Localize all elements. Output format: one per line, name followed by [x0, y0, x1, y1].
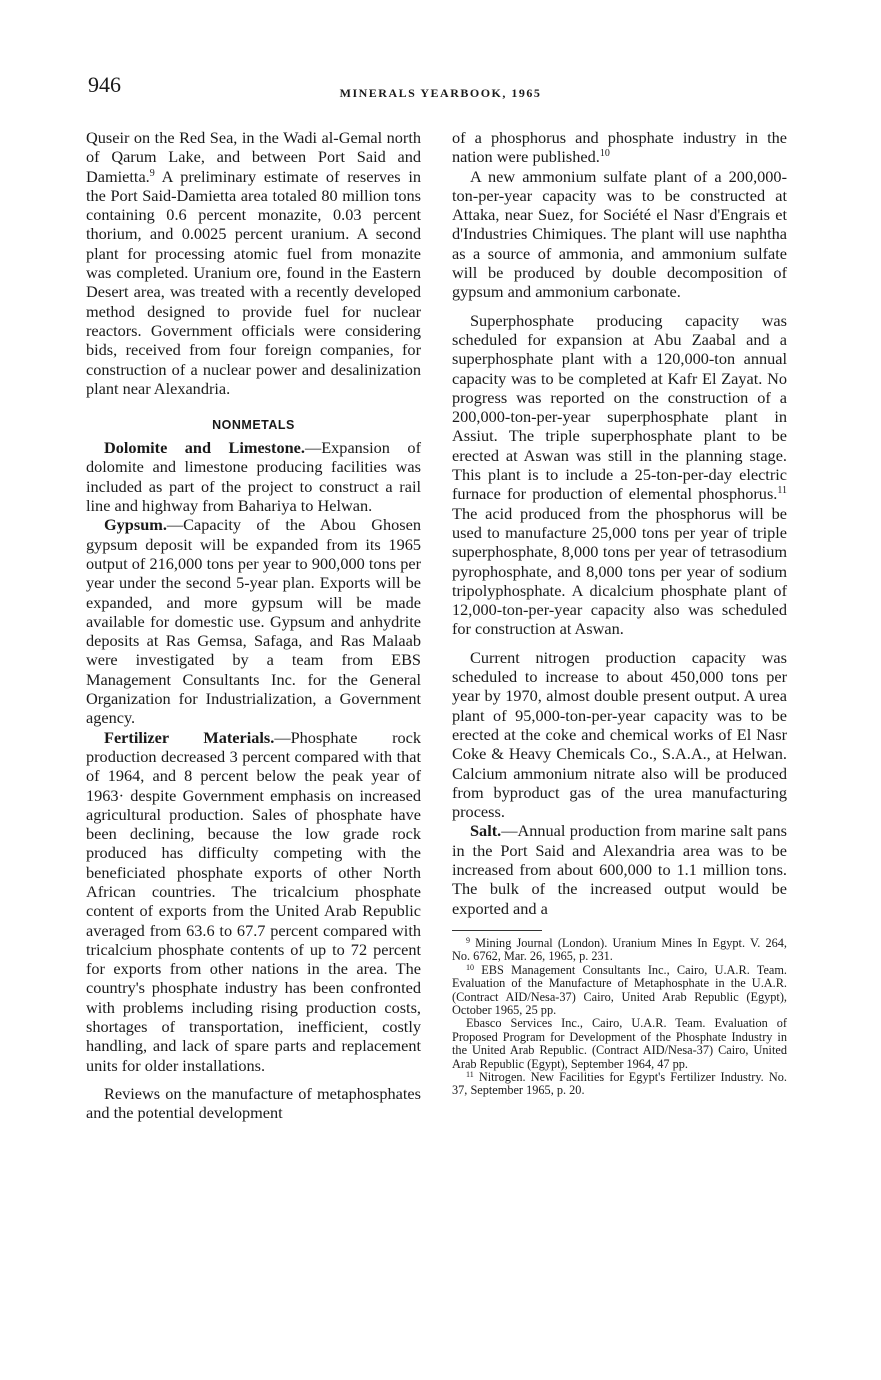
paragraph-uranium [86, 128, 421, 398]
text: of a phosphorus and phosphate industry in the nation were published. [452, 128, 787, 167]
paragraph-ammonium-sulfate: A new ammonium sulfate plant of a 200,000-ton-per-year capacity was to be constructed at Attaka, near Suez, for Société el Nasr d'Engrais et d'Industries Chimiques. The plant will use naphtha as a source of ammonia, and ammonium sulfate will be produced by double decomposition of gypsum and ammonium carbonate. [452, 166, 787, 302]
text: A preliminary estimate of reserves in the Port Said-Damietta area totaled 80 million tons containing 0.6 percent monazite, 0.03 percent thorium, and 0.0025 percent uranium. A second plant for processing atomic fuel from monazite was completed. Uranium ore, found in the Eastern Desert area, was treated with a recently developed method designed to provide fuel for nuclear reactors. Government officials were considering bids, received from four foreign companies, for construction of a nuclear power and desalinization plant near Alexandria. [86, 166, 421, 398]
footnote-11 [452, 1071, 787, 1098]
paragraph-phosphorus [452, 128, 787, 167]
text: Superphosphate producing capacity was scheduled for expansion at Abu Zaabal and a superphosphate plant with a 120,000-ton annual capacity was to be completed at Kafr El Zayat. No progress was reported on the construction of a 200,000-ton-per-year superphosphate plant in Assiut. The triple superphosphate plant to be erected at Aswan was still in the planning stage. This plant is to include a 25-ton-per-day electric furnace for production of elemental phosphorus. [452, 310, 787, 504]
run-in-heading: Fertilizer Materials. [104, 727, 275, 747]
paragraph-salt [452, 821, 787, 917]
left-column [86, 128, 421, 1123]
footnote-text: Ebasco Services Inc., Cairo, U.A.R. Team. Evaluation of Proposed Program for Development of the Phosphate Industry in the United Arab Republic. (Contract AID/Nesa-37) Cairo, United Arab Republic (Egypt), September 1964, 47 pp. [452, 1016, 787, 1071]
footnote-10 [452, 964, 787, 1018]
footnote-rule [452, 930, 542, 931]
paragraph-nitrogen: Current nitrogen production capacity was scheduled to increase to about 450,000 tons per year by 1970, almost double present output. A urea plant of 95,000-ton-per-year capacity was to be erected at the coke and chemical works of El Nasr Coke & Heavy Chemicals Co., S.A.A., at Helwan. Calcium ammonium nitrate also will be produced from byproduct gas of the urea manufacturing process. [452, 647, 787, 822]
text: The acid produced from the phosphorus will be used to manufacture 25,000 tons per year of triple superphosphate, 8,000 tons per year of tetrasodium pyrophosphate, and 8,000 tons per year of sodium tripolyphosphate. A dicalcium phosphate plant of 12,000-ton-per-year capacity also was scheduled for construction at Aswan. [452, 503, 787, 639]
text: —Capacity of the Abou Ghosen gypsum deposit will be expanded from its 1965 output of 216,000 tons per year to 900,000 tons per year under the second 5-year plan. Exports will be expanded, and more gypsum will be made available for domestic use. Gypsum and anhydrite deposits at Ras Gemsa, Safaga, and Ras Malaab were investigated by a team from EBS Management Consultants Inc. for the General Organization for Industrialization, a Government agency. [86, 515, 421, 728]
text: —Phosphate rock production decreased 3 percent compared with that of 1964, and 8 percent below the peak year of 1963· despite Government emphasis on increased agricultural production. Sales of phosphate have been declining, because the low grade rock produced has difficulty competing with the beneficiated phosphate exports of other North African countries. The tricalcium phosphate content of exports from the United Arab Republic averaged from 63.6 to 67.7 percent compared with tricalcium phosphate contents of up to 72 percent for exports from other nations in the area. The country's phosphate industry has been confronted with problems including rising production costs, shortages of transportation, inefficient, costly handling, and lack of spare parts and replacement units for older installations. [86, 727, 421, 1075]
text: —Annual production from marine salt pans in the Port Said and Alexandria area was to be increased from about 600,000 to 1.1 million tons. The bulk of the increased output would be exported and a [452, 821, 787, 918]
run-in-heading: Gypsum. [104, 515, 167, 535]
text: Quseir on the Red Sea, in the Wadi al-Gemal north of Qarum Lake, and between Port Said and Damietta. [86, 128, 421, 186]
text: —Expansion of dolomite and limestone producing facilities was included as part of the project to construct a rail line and highway from Bahariya to Helwan. [86, 438, 421, 516]
page-number: 946 [88, 72, 121, 97]
footnote-10-continued [452, 1017, 787, 1071]
paragraph-gypsum [86, 515, 421, 727]
paragraph-dolomite [86, 438, 421, 515]
footnote-ref-9: 9 [149, 167, 155, 179]
footnote-9 [452, 937, 787, 964]
footnote-ref-10: 10 [599, 148, 610, 160]
run-in-heading: Salt. [470, 821, 502, 841]
paragraph-fertilizer [86, 728, 421, 1075]
footnote-ref-11: 11 [777, 485, 787, 497]
footnote-text: Mining Journal (London). Uranium Mines In Egypt. V. 264, No. 6762, Mar. 26, 1965, p. 231. [452, 935, 787, 964]
footnote-number: 9 [466, 935, 470, 945]
section-heading-nonmetals: NONMETALS [212, 418, 295, 433]
footnote-text: Nitrogen. New Facilities for Egypt's Fertilizer Industry. No. 37, September 1965, p. 20. [452, 1069, 787, 1098]
footnote-text: EBS Management Consultants Inc., Cairo, U.A.R. Team. Evaluation of the Manufacture of Metaphosphate in the U.A.R. (Contract AID/Nesa-37) Cairo, United Arab Republic (Egypt), October 1965, 25 pp. [452, 962, 788, 1017]
running-head: MINERALS YEARBOOK, 1965 [339, 86, 542, 100]
paragraph-reviews: Reviews on the manufacture of metaphosphates and the potential development [86, 1083, 421, 1123]
paragraph-superphosphate [452, 311, 787, 639]
run-in-heading: Dolomite and Limestone. [104, 438, 305, 458]
footnote-number: 10 [466, 962, 474, 972]
footnote-number: 11 [466, 1069, 474, 1079]
right-column [452, 128, 787, 1098]
